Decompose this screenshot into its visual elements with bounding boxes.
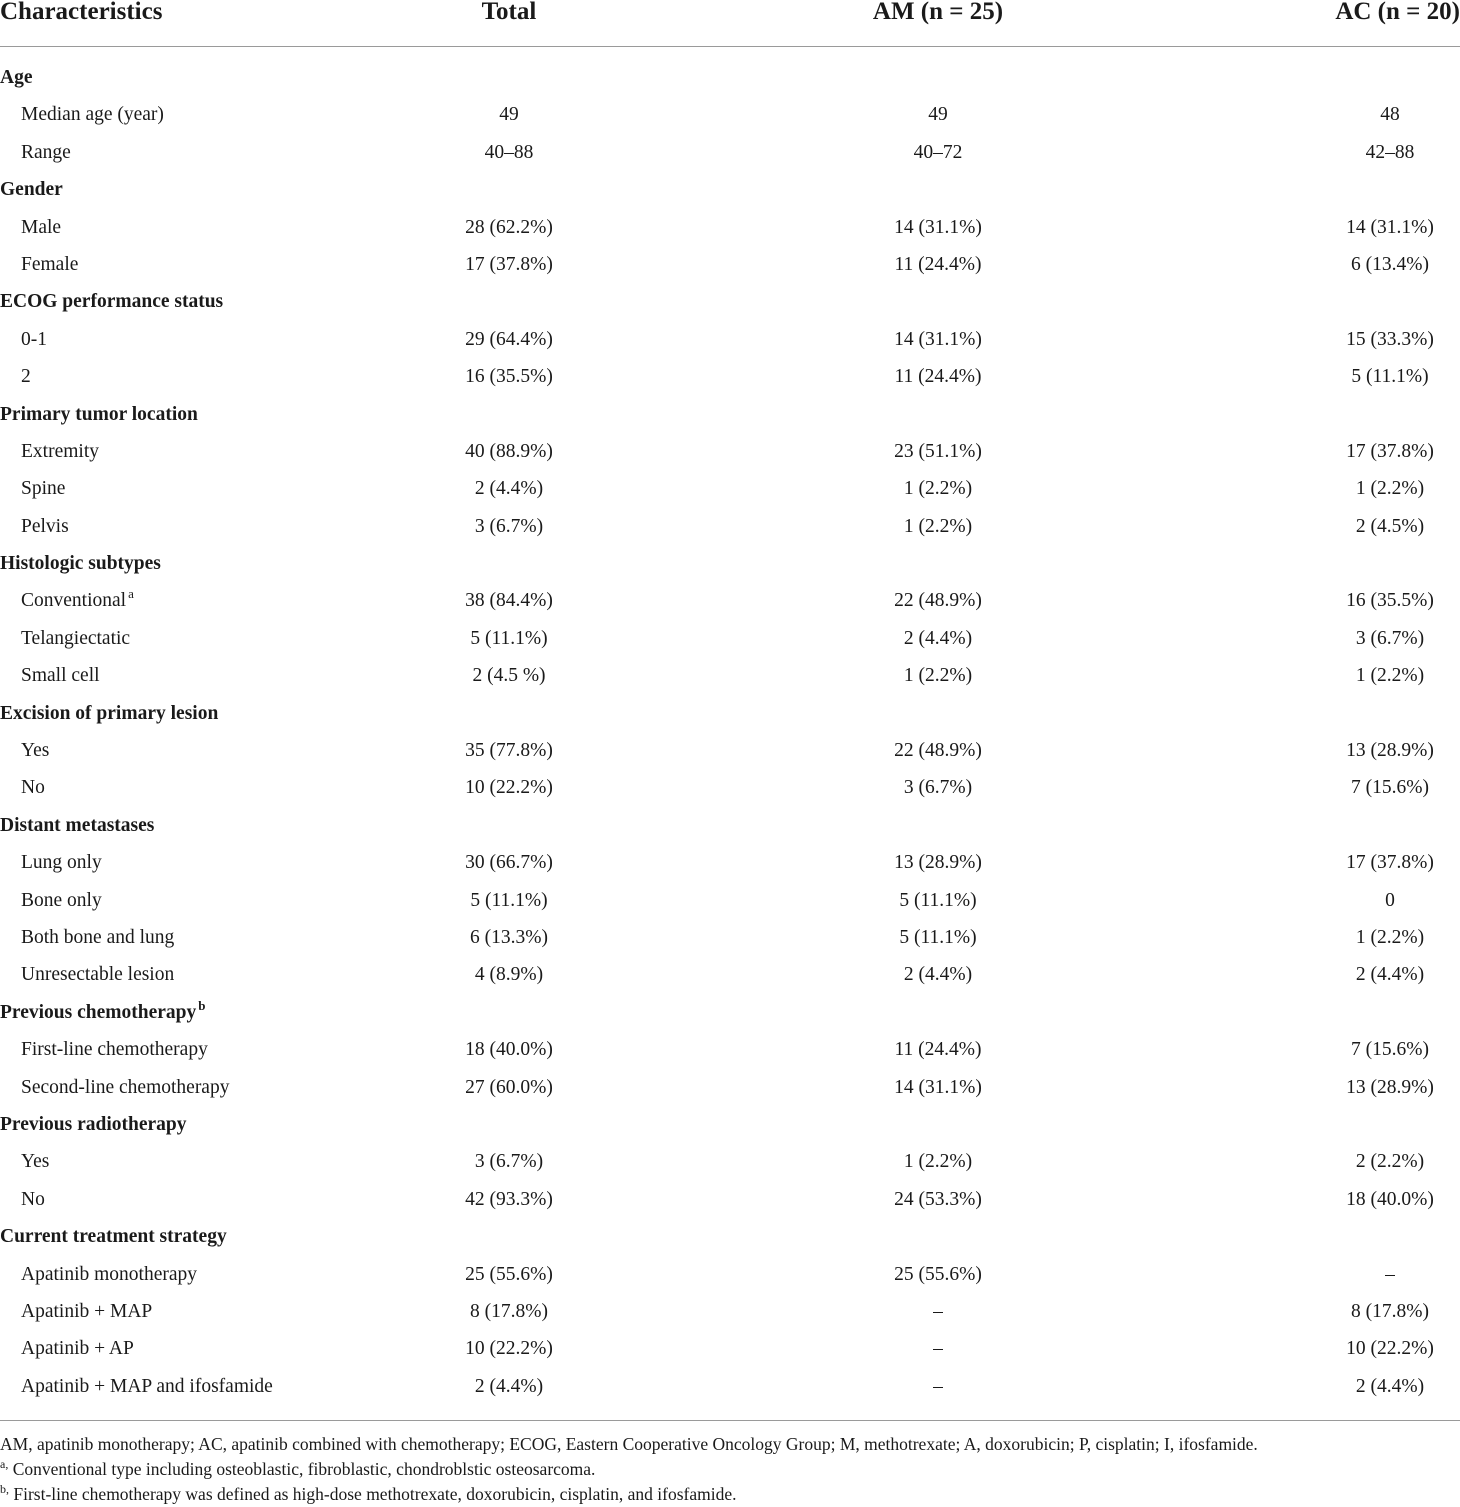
cell-ac: 1 (2.2%) bbox=[1355, 926, 1425, 948]
row-label-text: Previous radiotherapy bbox=[0, 1113, 187, 1135]
cell-total: 29 (64.4%) bbox=[465, 328, 553, 350]
row-label-text: Apatinib + MAP and ifosfamide bbox=[21, 1375, 273, 1397]
table-bottom-rule bbox=[0, 1420, 1460, 1421]
cell-ac: 15 (33.3%) bbox=[1346, 328, 1434, 350]
cell-ac: 0 bbox=[1385, 889, 1395, 911]
row-label bbox=[21, 1038, 208, 1062]
cell-ac: 42–88 bbox=[1365, 141, 1415, 163]
row-label-text: Female bbox=[21, 253, 79, 275]
row-label-text: Current treatment strategy bbox=[0, 1226, 227, 1248]
cell-ac: 2 (4.5%) bbox=[1355, 515, 1425, 537]
table-row bbox=[0, 957, 1460, 994]
section-header-row bbox=[0, 397, 1460, 434]
table-row bbox=[0, 135, 1460, 172]
header-ac: AC (n = 20) bbox=[1335, 0, 1460, 25]
table-row bbox=[0, 1369, 1460, 1406]
footnote-a bbox=[0, 1457, 1460, 1482]
row-label-text: Small cell bbox=[21, 665, 100, 687]
table-row bbox=[0, 920, 1460, 957]
row-label-text: Distant metastases bbox=[0, 814, 155, 836]
cell-ac: 8 (17.8%) bbox=[1351, 1300, 1429, 1322]
row-label bbox=[21, 216, 61, 240]
row-label-text: Lung only bbox=[21, 852, 102, 874]
cell-total: 3 (6.7%) bbox=[474, 515, 544, 537]
row-label-text: Extremity bbox=[21, 440, 99, 462]
cell-ac: 13 (28.9%) bbox=[1346, 1076, 1434, 1098]
section-label bbox=[0, 178, 63, 202]
cell-am: 14 (31.1%) bbox=[894, 328, 982, 350]
row-label bbox=[21, 515, 69, 539]
cell-ac: 13 (28.9%) bbox=[1346, 740, 1434, 762]
row-label bbox=[21, 328, 47, 352]
row-label-text: Unresectable lesion bbox=[21, 964, 175, 986]
section-header-row bbox=[0, 1219, 1460, 1256]
header-am: AM (n = 25) bbox=[872, 0, 1004, 25]
row-label-text: Telangiectatic bbox=[21, 627, 131, 649]
cell-am: – bbox=[933, 1338, 943, 1360]
cell-am: 2 (4.4%) bbox=[903, 964, 973, 986]
row-label bbox=[21, 739, 49, 763]
row-label-text: Gender bbox=[0, 179, 63, 201]
section-header-row bbox=[0, 60, 1460, 97]
cell-ac: – bbox=[1385, 1263, 1395, 1285]
cell-ac: 17 (37.8%) bbox=[1346, 852, 1434, 874]
row-label-text: Median age (year) bbox=[21, 104, 164, 126]
table-row bbox=[0, 471, 1460, 508]
cell-total: 40–88 bbox=[484, 141, 534, 163]
cell-ac: 18 (40.0%) bbox=[1346, 1188, 1434, 1210]
cell-total: 5 (11.1%) bbox=[470, 889, 548, 911]
row-label-text: First-line chemotherapy bbox=[21, 1039, 208, 1061]
row-label bbox=[21, 963, 174, 987]
cell-am: 1 (2.2%) bbox=[903, 665, 973, 687]
cell-total: 10 (22.2%) bbox=[465, 1338, 553, 1360]
row-label bbox=[21, 889, 102, 913]
table-row bbox=[0, 322, 1460, 359]
cell-am: 1 (2.2%) bbox=[903, 1151, 973, 1173]
row-label bbox=[21, 440, 99, 464]
cell-am: 11 (24.4%) bbox=[894, 366, 982, 388]
footnote-b-text: First-line chemotherapy was defined as high-dose methotrexate, doxorubicin, cisplatin, and ifosfamide. bbox=[9, 1484, 737, 1504]
cell-total: 2 (4.5 %) bbox=[472, 665, 546, 687]
row-label-text: Male bbox=[21, 216, 62, 238]
cell-am: – bbox=[933, 1375, 943, 1397]
cell-am: 1 (2.2%) bbox=[903, 478, 973, 500]
row-label bbox=[21, 253, 78, 277]
cell-total: 2 (4.4%) bbox=[474, 1375, 544, 1397]
row-label-text: 2 bbox=[21, 366, 31, 388]
cell-total: 10 (22.2%) bbox=[465, 777, 553, 799]
cell-am: 23 (51.1%) bbox=[894, 440, 982, 462]
header-total: Total bbox=[481, 0, 537, 25]
row-label-text: Spine bbox=[21, 478, 66, 500]
row-label bbox=[21, 103, 164, 127]
header-characteristics: Characteristics bbox=[0, 0, 163, 25]
table-row bbox=[0, 359, 1460, 396]
cell-total: 16 (35.5%) bbox=[465, 366, 553, 388]
cell-total: 17 (37.8%) bbox=[465, 253, 553, 275]
footnote-abbreviations: AM, apatinib monotherapy; AC, apatinib combined with chemotherapy; ECOG, Eastern Cooperative Oncology Group; M, methotrexate; A, doxorubicin; P, cisplatin; I, ifosfamide. bbox=[0, 1434, 1258, 1454]
cell-am: 5 (11.1%) bbox=[899, 926, 977, 948]
cell-total: 30 (66.7%) bbox=[465, 852, 553, 874]
table-row bbox=[0, 1294, 1460, 1331]
table-row bbox=[0, 883, 1460, 920]
cell-ac: 6 (13.4%) bbox=[1351, 253, 1429, 275]
row-label-text: Range bbox=[21, 141, 71, 163]
section-header-row bbox=[0, 995, 1460, 1032]
row-label-text: Second-line chemotherapy bbox=[21, 1076, 230, 1098]
section-header-row bbox=[0, 1107, 1460, 1144]
row-label-text: Apatinib monotherapy bbox=[21, 1263, 198, 1285]
section-label bbox=[0, 702, 218, 726]
cell-total: 42 (93.3%) bbox=[465, 1188, 553, 1210]
table-row bbox=[0, 845, 1460, 882]
section-header-row bbox=[0, 696, 1460, 733]
section-label bbox=[0, 403, 198, 427]
section-header-row bbox=[0, 172, 1460, 209]
section-label bbox=[0, 66, 33, 90]
row-label-text: Histologic subtypes bbox=[0, 553, 161, 575]
table-row bbox=[0, 1257, 1460, 1294]
row-label-text: Previous chemotherapy bbox=[0, 1001, 197, 1023]
table-footnotes bbox=[0, 1432, 1460, 1507]
table-row bbox=[0, 210, 1460, 247]
cell-ac: 7 (15.6%) bbox=[1351, 1039, 1429, 1061]
cell-total: 8 (17.8%) bbox=[470, 1300, 548, 1322]
row-label-text: Apatinib + AP bbox=[21, 1338, 134, 1360]
row-label bbox=[21, 477, 65, 501]
row-label bbox=[21, 1337, 134, 1361]
row-label-text: No bbox=[21, 1188, 45, 1210]
cell-am: 40–72 bbox=[913, 141, 963, 163]
cell-total: 25 (55.6%) bbox=[465, 1263, 553, 1285]
row-label-text: Yes bbox=[21, 740, 50, 762]
row-label bbox=[21, 1076, 229, 1100]
section-label bbox=[0, 552, 161, 576]
cell-am: 5 (11.1%) bbox=[899, 889, 977, 911]
cell-am: 11 (24.4%) bbox=[894, 253, 982, 275]
cell-total: 35 (77.8%) bbox=[465, 740, 553, 762]
table-row bbox=[0, 1182, 1460, 1219]
row-label bbox=[21, 1188, 45, 1212]
cell-am: 3 (6.7%) bbox=[903, 777, 973, 799]
section-label bbox=[0, 1113, 187, 1137]
table-row bbox=[0, 1144, 1460, 1181]
row-label bbox=[21, 1263, 197, 1287]
cell-am: 14 (31.1%) bbox=[894, 216, 982, 238]
cell-am: 11 (24.4%) bbox=[894, 1039, 982, 1061]
footnote-a-text: Conventional type including osteoblastic, fibroblastic, chondroblstic osteosarcoma. bbox=[8, 1459, 596, 1479]
table-row bbox=[0, 621, 1460, 658]
row-label bbox=[21, 365, 31, 389]
table-row bbox=[0, 770, 1460, 807]
cell-total: 4 (8.9%) bbox=[474, 964, 544, 986]
row-label bbox=[21, 1375, 273, 1399]
cell-total: 40 (88.9%) bbox=[465, 440, 553, 462]
cell-ac: 14 (31.1%) bbox=[1346, 216, 1434, 238]
row-label-text: Pelvis bbox=[21, 515, 69, 537]
cell-total: 49 bbox=[499, 104, 519, 126]
table-row bbox=[0, 434, 1460, 471]
row-label bbox=[21, 926, 174, 950]
cell-ac: 1 (2.2%) bbox=[1355, 665, 1425, 687]
cell-ac: 7 (15.6%) bbox=[1351, 777, 1429, 799]
cell-ac: 3 (6.7%) bbox=[1355, 627, 1425, 649]
footnote-marker: a bbox=[128, 586, 134, 602]
cell-ac: 2 (4.4%) bbox=[1355, 964, 1425, 986]
section-header-row bbox=[0, 808, 1460, 845]
cell-total: 6 (13.3%) bbox=[470, 926, 548, 948]
table-row bbox=[0, 1331, 1460, 1368]
section-label bbox=[0, 997, 206, 1025]
cell-ac: 48 bbox=[1380, 104, 1400, 126]
table-row bbox=[0, 1032, 1460, 1069]
cell-ac: 17 (37.8%) bbox=[1346, 440, 1434, 462]
row-label-text: ECOG performance status bbox=[0, 291, 224, 313]
table-row bbox=[0, 658, 1460, 695]
cell-am: 2 (4.4%) bbox=[903, 627, 973, 649]
cell-am: 13 (28.9%) bbox=[894, 852, 982, 874]
table-row bbox=[0, 97, 1460, 134]
row-label bbox=[21, 664, 100, 688]
row-label-text: Excision of primary lesion bbox=[0, 702, 219, 724]
cell-am: 1 (2.2%) bbox=[903, 515, 973, 537]
row-label-text: Apatinib + MAP bbox=[21, 1300, 153, 1322]
table-row bbox=[0, 583, 1460, 620]
footnote-a-mark: a, bbox=[0, 1457, 9, 1471]
row-label-text: Primary tumor location bbox=[0, 403, 198, 425]
cell-ac: 1 (2.2%) bbox=[1355, 478, 1425, 500]
row-label bbox=[21, 1150, 49, 1174]
row-label bbox=[21, 141, 71, 165]
cell-am: 25 (55.6%) bbox=[894, 1263, 982, 1285]
table-row bbox=[0, 509, 1460, 546]
cell-total: 38 (84.4%) bbox=[465, 590, 553, 612]
row-label-text: Conventional bbox=[21, 590, 127, 612]
row-label-text: Bone only bbox=[21, 889, 102, 911]
row-label-text: No bbox=[21, 777, 45, 799]
footnote-b bbox=[0, 1482, 1460, 1507]
row-label-text: Age bbox=[0, 67, 33, 88]
cell-am: 14 (31.1%) bbox=[894, 1076, 982, 1098]
row-label-text: 0-1 bbox=[21, 328, 47, 350]
row-label bbox=[21, 851, 102, 875]
cell-ac: 16 (35.5%) bbox=[1346, 590, 1434, 612]
row-label-text: Both bone and lung bbox=[21, 926, 175, 948]
row-label bbox=[21, 586, 134, 613]
table-row bbox=[0, 733, 1460, 770]
cell-total: 2 (4.4%) bbox=[474, 478, 544, 500]
cell-am: 24 (53.3%) bbox=[894, 1188, 982, 1210]
section-label bbox=[0, 814, 154, 838]
footnote-marker: b bbox=[198, 997, 206, 1013]
cell-total: 27 (60.0%) bbox=[465, 1076, 553, 1098]
footnote-b-mark: b, bbox=[0, 1482, 9, 1496]
cell-ac: 10 (22.2%) bbox=[1346, 1338, 1434, 1360]
cell-total: 5 (11.1%) bbox=[470, 627, 548, 649]
cell-total: 28 (62.2%) bbox=[465, 216, 553, 238]
cell-ac: 2 (4.4%) bbox=[1355, 1375, 1425, 1397]
row-label-text: Yes bbox=[21, 1151, 50, 1173]
cell-ac: 5 (11.1%) bbox=[1351, 366, 1429, 388]
table-header-row bbox=[0, 0, 1460, 47]
cell-am: 22 (48.9%) bbox=[894, 590, 982, 612]
section-header-row bbox=[0, 284, 1460, 321]
section-label bbox=[0, 290, 223, 314]
cell-am: 49 bbox=[928, 104, 948, 126]
row-label bbox=[21, 627, 130, 651]
table-row bbox=[0, 1070, 1460, 1107]
cell-ac: 2 (2.2%) bbox=[1355, 1151, 1425, 1173]
row-label bbox=[21, 1300, 152, 1324]
cell-total: 18 (40.0%) bbox=[465, 1039, 553, 1061]
cell-am: – bbox=[933, 1300, 943, 1322]
section-label bbox=[0, 1225, 227, 1249]
cell-total: 3 (6.7%) bbox=[474, 1151, 544, 1173]
section-header-row bbox=[0, 546, 1460, 583]
table-body bbox=[0, 60, 1460, 1406]
table-row bbox=[0, 247, 1460, 284]
row-label bbox=[21, 776, 45, 800]
cell-am: 22 (48.9%) bbox=[894, 740, 982, 762]
